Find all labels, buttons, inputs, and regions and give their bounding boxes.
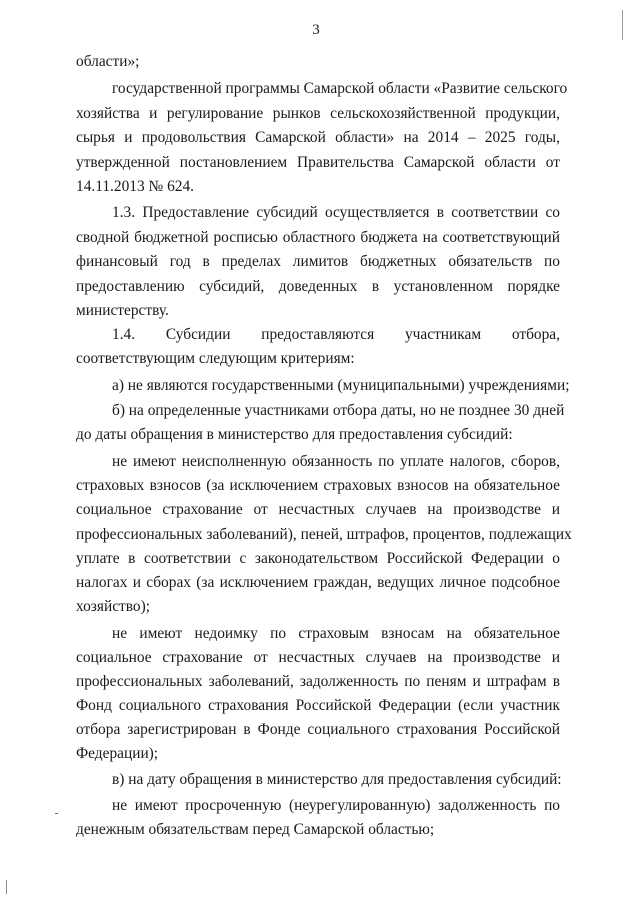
text-line: 14.11.2013 № 624. xyxy=(76,178,194,195)
text-line: уплате в соответствии с законодательством Российской Федерации о xyxy=(76,550,560,567)
text-line: страховых взносов (за исключением страховых взносов на обязательное xyxy=(76,477,560,494)
text-line: отбора зарегистрирован в Фонде социального страхования Российской xyxy=(76,721,560,738)
text-line: не имеют неисполненную обязанность по уплате налогов, сборов, xyxy=(112,453,560,470)
text-line: 1.4. Субсидии предоставляются участникам отбора, xyxy=(112,326,560,343)
scan-speck xyxy=(55,813,58,814)
text-line: сырья и продовольствия Самарской области» на 2014 – 2025 годы, xyxy=(76,129,560,146)
text-line: министерству. xyxy=(76,302,169,319)
text-line: не имеют просроченную (неурегулированную) задолженность по xyxy=(112,797,560,814)
text-line: 1.3. Предоставление субсидий осуществляется в соответствии со xyxy=(112,204,560,221)
text-line: утвержденной постановлением Правительства Самарской области от xyxy=(76,154,560,171)
text-line: хозяйство); xyxy=(76,598,151,615)
text-line: Фонд социального страхования Российской Федерации (если участник xyxy=(76,697,560,714)
text-line: б) на определенные участниками отбора даты, но не позднее 30 дней xyxy=(112,402,565,419)
text-line: сводной бюджетной росписью областного бюджета на соответствующий xyxy=(76,229,560,246)
text-line: социальное страхование от несчастных случаев на производстве и xyxy=(76,649,560,666)
text-line: хозяйства и регулирование рынков сельскохозяйственной продукции, xyxy=(76,105,560,122)
text-line: области»; xyxy=(76,53,140,70)
scan-edge-mark xyxy=(622,10,623,40)
text-line: налогах и сборах (за исключением граждан, ведущих личное подсобное xyxy=(76,574,560,591)
text-line: предоставлению субсидий, доведенных в установленном порядке xyxy=(76,278,560,295)
text-line: государственной программы Самарской области «Развитие сельского xyxy=(112,80,568,97)
text-line: денежным обязательствам перед Самарской областью; xyxy=(76,821,435,838)
text-line: до даты обращения в министерство для предоставления субсидий: xyxy=(76,426,513,443)
text-line: соответствующим следующим критериям: xyxy=(76,350,355,367)
text-line: финансовый год в пределах лимитов бюджетных обязательств по xyxy=(76,253,560,270)
scan-edge-mark xyxy=(6,880,7,894)
page-number: 3 xyxy=(312,22,320,38)
text-line: в) на дату обращения в министерство для предоставления субсидий: xyxy=(112,771,562,788)
text-line: профессиональных заболеваний, задолженность по пеням и штрафам в xyxy=(76,673,560,690)
text-line: Федерации); xyxy=(76,745,159,762)
text-line: а) не являются государственными (муниципальными) учреждениями; xyxy=(112,377,570,394)
text-line: не имеют недоимку по страховым взносам на обязательное xyxy=(112,625,560,642)
text-line: профессиональных заболеваний), пеней, штрафов, процентов, подлежащих xyxy=(76,526,572,543)
text-line: социальное страхование от несчастных случаев на производстве и xyxy=(76,501,560,518)
